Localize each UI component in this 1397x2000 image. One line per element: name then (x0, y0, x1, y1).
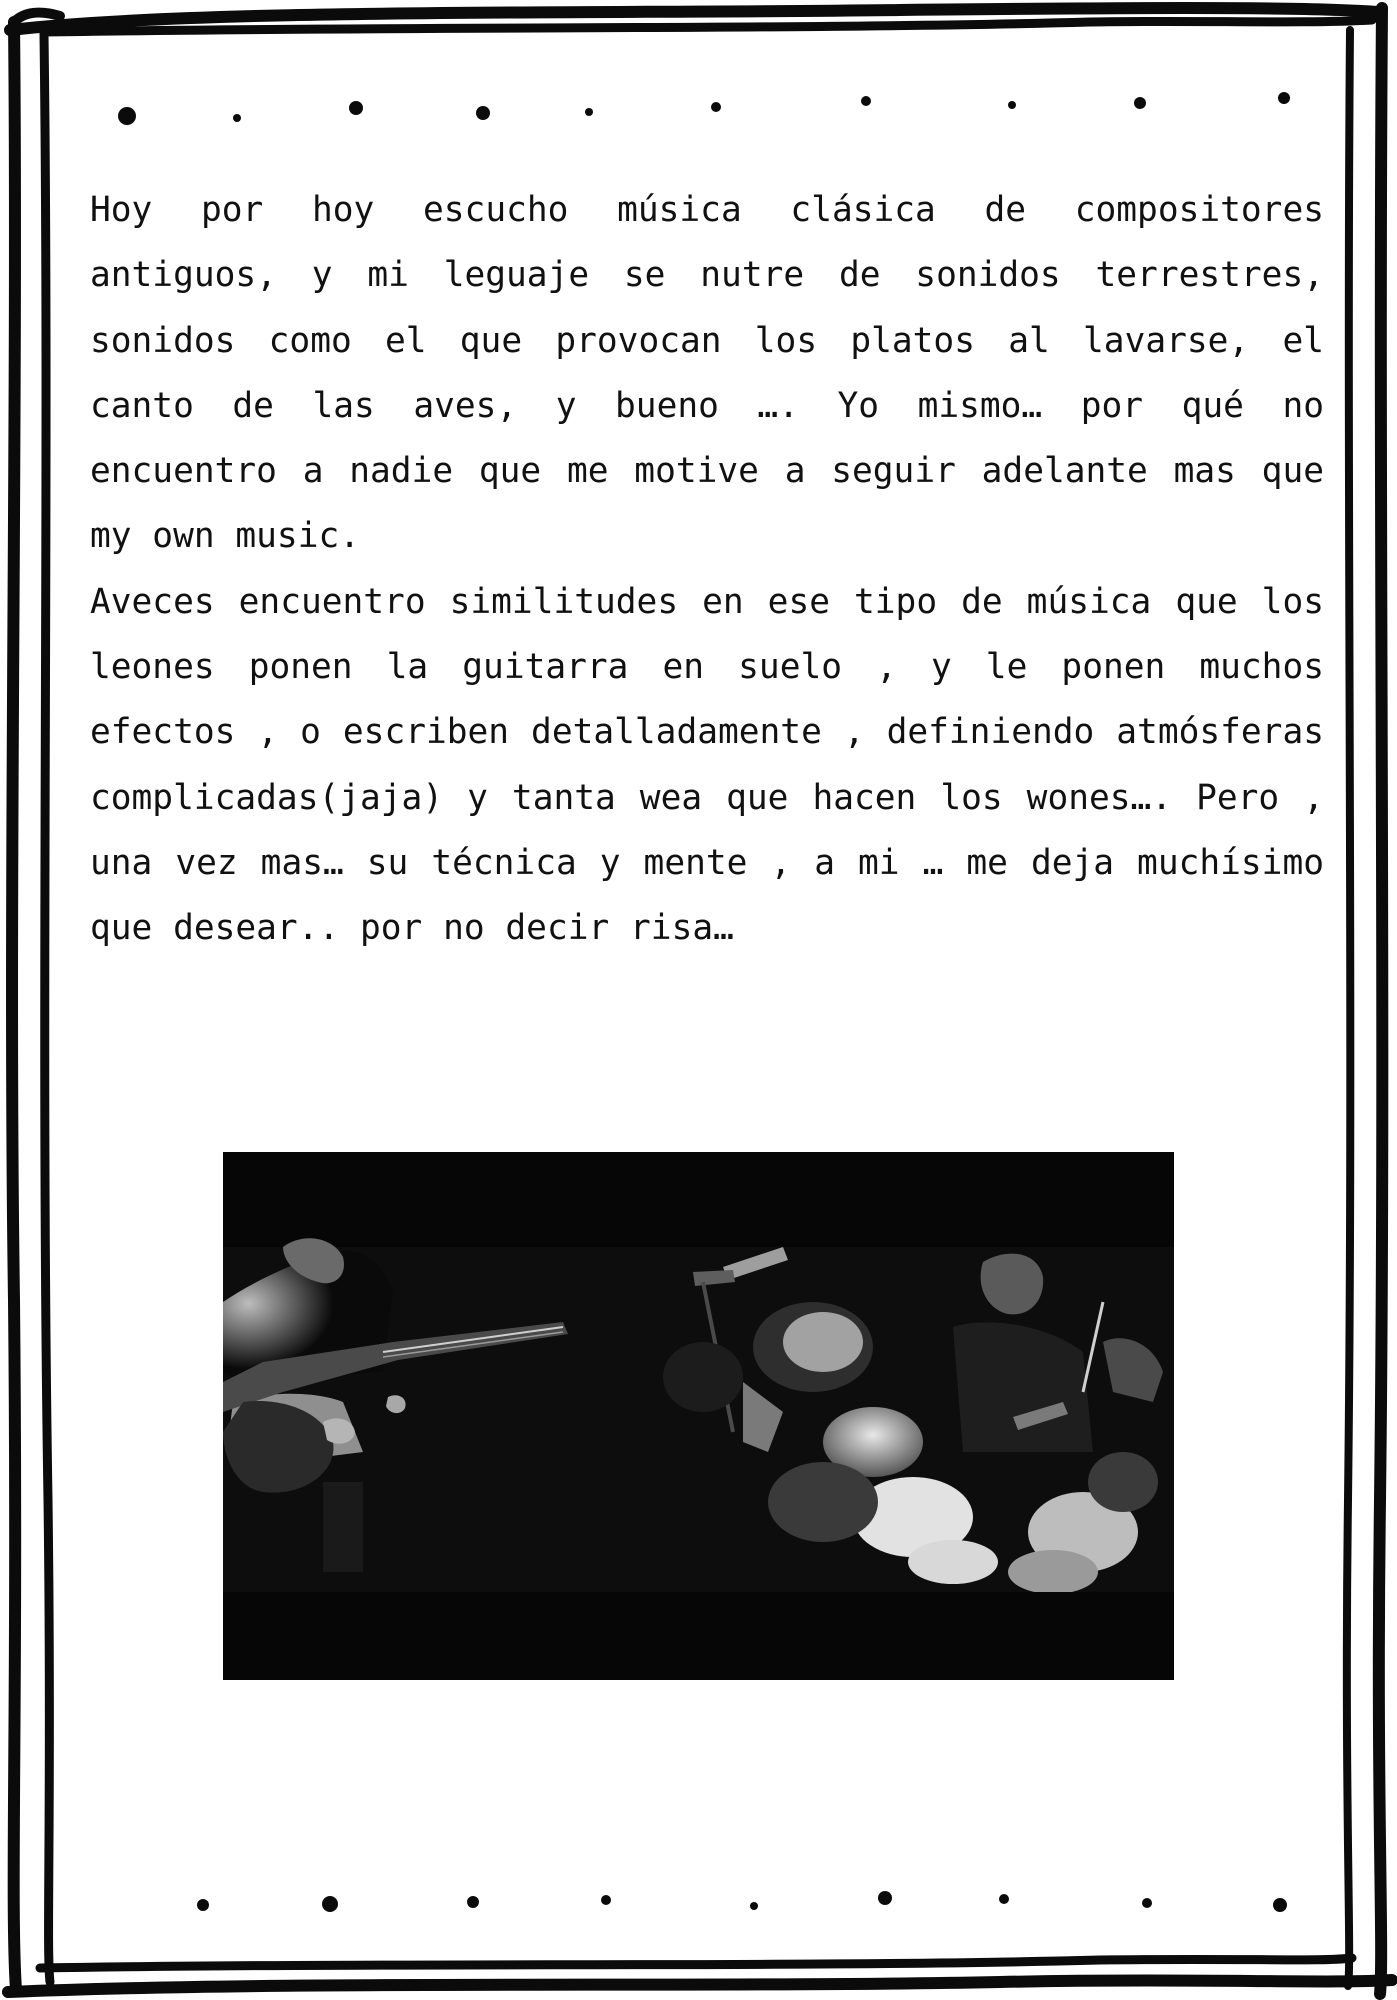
decorative-dots-bottom (0, 1880, 1397, 1920)
paragraph-2: Aveces encuentro similitudes en ese tipo de música que los leones ponen la guitarra en suelo , y le ponen muchos efectos , o escriben detalladamente , definiendo atmósferas complicadas(jaja) y tanta wea que hacen los wones…. Pero , una vez mas… su técnica y mente , a mi … me deja muchísimo que desear.. por no decir risa… (90, 581, 1324, 949)
body-text (90, 178, 1324, 962)
band-photo (223, 1152, 1174, 1680)
decorative-dots-top (0, 90, 1397, 130)
paragraph-1: Hoy por hoy escucho música clásica de compositores antiguos, y mi leguaje se nutre de sonidos terrestres, sonidos como el que provocan los platos al lavarse, el canto de las aves, y bueno …. Yo mismo… por qué no encuentro a nadie que me motive a seguir adelante mas que my own music. (90, 190, 1324, 557)
